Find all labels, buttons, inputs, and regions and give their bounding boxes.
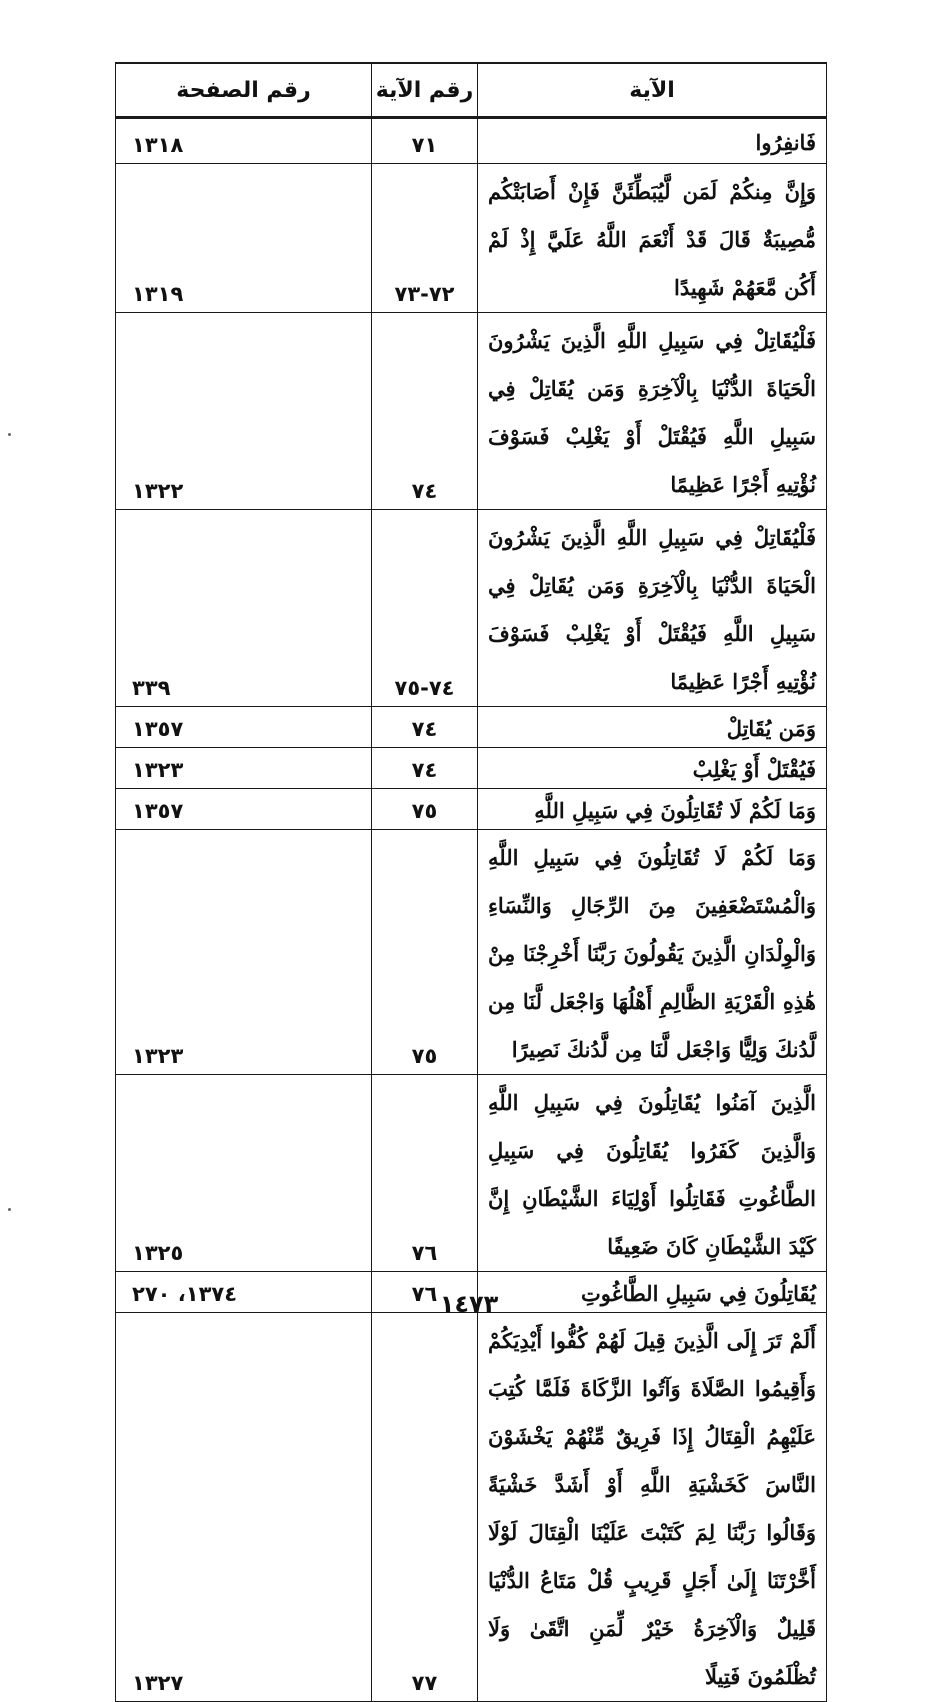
page-number-cell: ١٣٢٣ xyxy=(116,830,372,1075)
verse-cell: يُقَاتِلُونَ فِي سَبِيلِ الطَّاغُوتِ xyxy=(478,1272,827,1313)
page-number-cell: ٣٣٩ xyxy=(116,510,372,707)
table-row xyxy=(116,510,827,707)
verse-cell: وَإِنَّ مِنكُمْ لَمَن لَّيُبَطِّئَنَّ فَإِنْ أَصَابَتْكُم مُّصِيبَةٌ قَالَ قَدْ أَنْعَمَ اللَّهُ عَلَيَّ إِذْ لَمْ أَكُن مَّعَهُمْ شَهِيدًا xyxy=(478,164,827,313)
verse-number-cell: ٧٥ xyxy=(372,789,478,830)
verse-number-cell: ٧٤ xyxy=(372,313,478,510)
verse-number-cell: ٧١ xyxy=(372,118,478,164)
table-row xyxy=(116,164,827,313)
header-verse-number: رقم الآية xyxy=(372,63,478,118)
verse-cell: فَيُقْتَلْ أَوْ يَغْلِبْ xyxy=(478,748,827,789)
verse-number-cell: ٧٦ xyxy=(372,1272,478,1313)
verse-number-cell: ٧٤-٧٥ xyxy=(372,510,478,707)
table-row xyxy=(116,707,827,748)
verse-cell: أَلَمْ تَرَ إِلَى الَّذِينَ قِيلَ لَهُمْ كُفُّوا أَيْدِيَكُمْ وَأَقِيمُوا الصَّلَاةَ وَآتُوا الزَّكَاةَ فَلَمَّا كُتِبَ عَلَيْهِمُ الْقِتَالُ إِذَا فَرِيقٌ مِّنْهُمْ يَخْشَوْنَ النَّاسَ كَخَشْيَةِ اللَّهِ أَوْ أَشَدَّ خَشْيَةً وَقَالُوا رَبَّنَا لِمَ كَتَبْتَ عَلَيْنَا الْقِتَالَ لَوْلَا أَخَّرْتَنَا إِلَىٰ أَجَلٍ قَرِيبٍ قُلْ مَتَاعُ الدُّنْيَا قَلِيلٌ وَالْآخِرَةُ خَيْرٌ لِّمَنِ اتَّقَىٰ وَلَا تُظْلَمُونَ فَتِيلًا xyxy=(478,1313,827,1702)
table-body xyxy=(116,118,827,1702)
verse-cell: فَلْيُقَاتِلْ فِي سَبِيلِ اللَّهِ الَّذِينَ يَشْرُونَ الْحَيَاةَ الدُّنْيَا بِالْآخِرَةِ وَمَن يُقَاتِلْ فِي سَبِيلِ اللَّهِ فَيُقْتَلْ أَوْ يَغْلِبْ فَسَوْفَ نُؤْتِيهِ أَجْرًا عَظِيمًا xyxy=(478,510,827,707)
page-number-cell: ١٣٥٧ xyxy=(116,789,372,830)
table-row xyxy=(116,313,827,510)
verse-cell: وَمَا لَكُمْ لَا تُقَاتِلُونَ فِي سَبِيلِ اللَّهِ xyxy=(478,789,827,830)
page-number-cell: ١٣٢٢ xyxy=(116,313,372,510)
page-number-cell: ١٣٧٤، ٢٧٠ xyxy=(116,1272,372,1313)
verse-cell: فَلْيُقَاتِلْ فِي سَبِيلِ اللَّهِ الَّذِينَ يَشْرُونَ الْحَيَاةَ الدُّنْيَا بِالْآخِرَةِ وَمَن يُقَاتِلْ فِي سَبِيلِ اللَّهِ فَيُقْتَلْ أَوْ يَغْلِبْ فَسَوْفَ نُؤْتِيهِ أَجْرًا عَظِيمًا xyxy=(478,313,827,510)
verse-number-cell: ٧٧ xyxy=(372,1313,478,1702)
table-row xyxy=(116,748,827,789)
header-page-number: رقم الصفحة xyxy=(116,63,372,118)
table-header-row xyxy=(116,63,827,118)
table-row xyxy=(116,789,827,830)
table-row xyxy=(116,118,827,164)
header-verse: الآية xyxy=(478,63,827,118)
verse-number-cell: ٧٥ xyxy=(372,830,478,1075)
page-number-cell: ١٣٥٧ xyxy=(116,707,372,748)
verse-cell: الَّذِينَ آمَنُوا يُقَاتِلُونَ فِي سَبِيلِ اللَّهِ وَالَّذِينَ كَفَرُوا يُقَاتِلُونَ فِي سَبِيلِ الطَّاغُوتِ فَقَاتِلُوا أَوْلِيَاءَ الشَّيْطَانِ إِنَّ كَيْدَ الشَّيْطَانِ كَانَ ضَعِيفًا xyxy=(478,1075,827,1272)
verse-number-cell: ٧٦ xyxy=(372,1075,478,1272)
verse-number-cell: ٧٤ xyxy=(372,748,478,789)
scan-speck xyxy=(8,433,11,436)
verse-index-table xyxy=(115,62,827,1702)
page-number-cell: ١٣٢٧ xyxy=(116,1313,372,1702)
verse-number-cell: ٧٤ xyxy=(372,707,478,748)
verse-cell: وَمَا لَكُمْ لَا تُقَاتِلُونَ فِي سَبِيلِ اللَّهِ وَالْمُسْتَضْعَفِينَ مِنَ الرِّجَالِ وَالنِّسَاءِ وَالْوِلْدَانِ الَّذِينَ يَقُولُونَ رَبَّنَا أَخْرِجْنَا مِنْ هَٰذِهِ الْقَرْيَةِ الظَّالِمِ أَهْلُهَا وَاجْعَل لَّنَا مِن لَّدُنكَ وَلِيًّا وَاجْعَل لَّنَا مِن لَّدُنكَ نَصِيرًا xyxy=(478,830,827,1075)
page-number-cell: ١٣١٩ xyxy=(116,164,372,313)
verse-cell: فَانفِرُوا xyxy=(478,118,827,164)
page-number-cell: ١٣٢٣ xyxy=(116,748,372,789)
page-number-cell: ١٣١٨ xyxy=(116,118,372,164)
verse-number-cell: ٧٢-٧٣ xyxy=(372,164,478,313)
table-row xyxy=(116,830,827,1075)
page-number: ١٤٧٣ xyxy=(439,1290,499,1318)
scan-speck xyxy=(8,1208,11,1211)
table-row xyxy=(116,1075,827,1272)
table-row xyxy=(116,1313,827,1702)
verse-cell: وَمَن يُقَاتِلْ xyxy=(478,707,827,748)
page-number-cell: ١٣٢٥ xyxy=(116,1075,372,1272)
